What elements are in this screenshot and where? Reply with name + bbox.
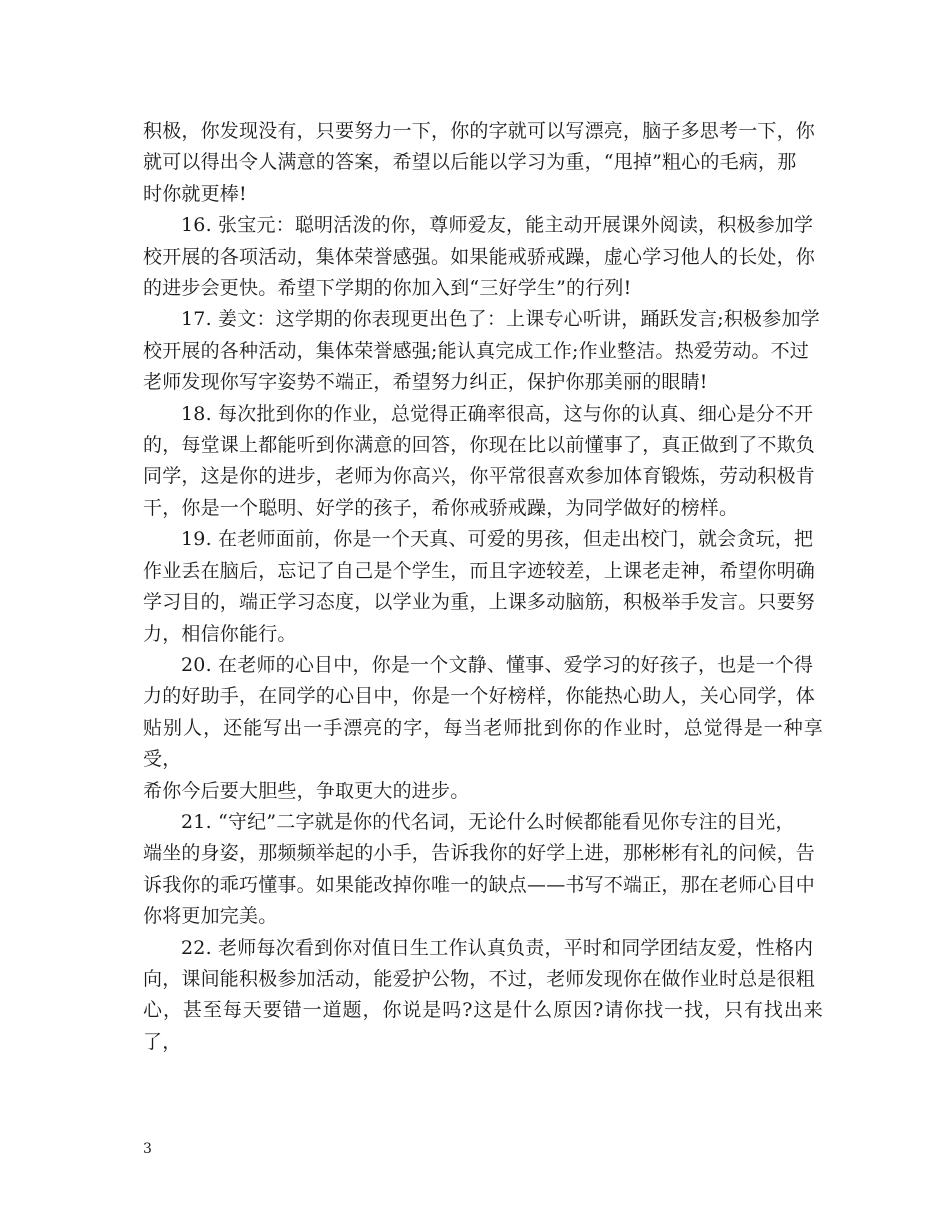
paragraph-continued: 积极，你发现没有，只要努力一下，你的字就可以写漂亮，脑子多思考一下，你 就可以得出令人满意的答案，希望以后能以学习为重，“甩掉”粗心的毛病，那 时你就更棒! [143, 120, 816, 205]
paragraph-20: 20. 在老师的心目中，你是一个文静、懂事、爱学习的好孩子，也是一个得 力的好助手，在同学的心目中，你是一个好榜样，你能热心助人，关心同学，体 贴别人，还能写出一手漂亮的字，每当老师批到你的作业时，总觉得是一种享受， 希你今后要大胆些，争取更大的进步。 [143, 653, 823, 802]
document-body [143, 116, 823, 1058]
paragraph-18: 18. 每次批到你的作业，总觉得正确率很高，这与你的认真、细心是分不开 的，每堂课上都能听到你满意的回答，你现在比以前懂事了，真正做到了不欺负 同学，这是你的进步，老师为你高兴，你平常很喜欢参加体育锻炼，劳动积极肯 干，你是一个聪明、好学的孩子，希你戒骄戒躁，为同学做好的榜样。 [143, 402, 816, 519]
paragraph-22: 22. 老师每次看到你对值日生工作认真负责，平时和同学团结友爱，性格内 向，课间能积极参加活动，能爱护公物，不过，老师发现你在做作业时总是很粗 心，甚至每天要错一道题，你说是吗?这是什么原因?请你找一找，只有找出来了， [143, 936, 823, 1053]
paragraph-19: 19. 在老师面前，你是一个天真、可爱的男孩，但走出校门，就会贪玩，把 作业丢在脑后，忘记了自己是个学生，而且字迹较差，上课老走神，希望你明确 学习目的，端正学习态度，以学业为重，上课多动脑筋，积极举手发言。只要努 力，相信你能行。 [143, 528, 816, 645]
paragraph-17: 17. 姜文：这学期的你表现更出色了：上课专心听讲，踊跃发言;积极参加学 校开展的各种活动，集体荣誉感强;能认真完成工作;作业整洁。热爱劳动。不过 老师发现你写字姿势不端正，希望努力纠正，保护你那美丽的眼睛! [143, 308, 820, 394]
page-number: 3 [143, 1141, 152, 1157]
paragraph-21: 21. “守纪”二字就是你的代名词，无论什么时候都能看见你专注的目光， 端坐的身姿，那频频举起的小手，告诉我你的好学上进，那彬彬有礼的问候，告 诉我你的乖巧懂事。如果能改掉你唯一的缺点——书写不端正，那在老师心目中 你将更加完美。 [143, 810, 816, 928]
paragraph-16: 16. 张宝元：聪明活泼的你，尊师爱友，能主动开展课外阅读，积极参加学 校开展的各项活动，集体荣誉感强。如果能戒骄戒躁，虚心学习他人的长处，你 的进步会更快。希望下学期的你加入到“三好学生”的行列! [143, 214, 816, 300]
